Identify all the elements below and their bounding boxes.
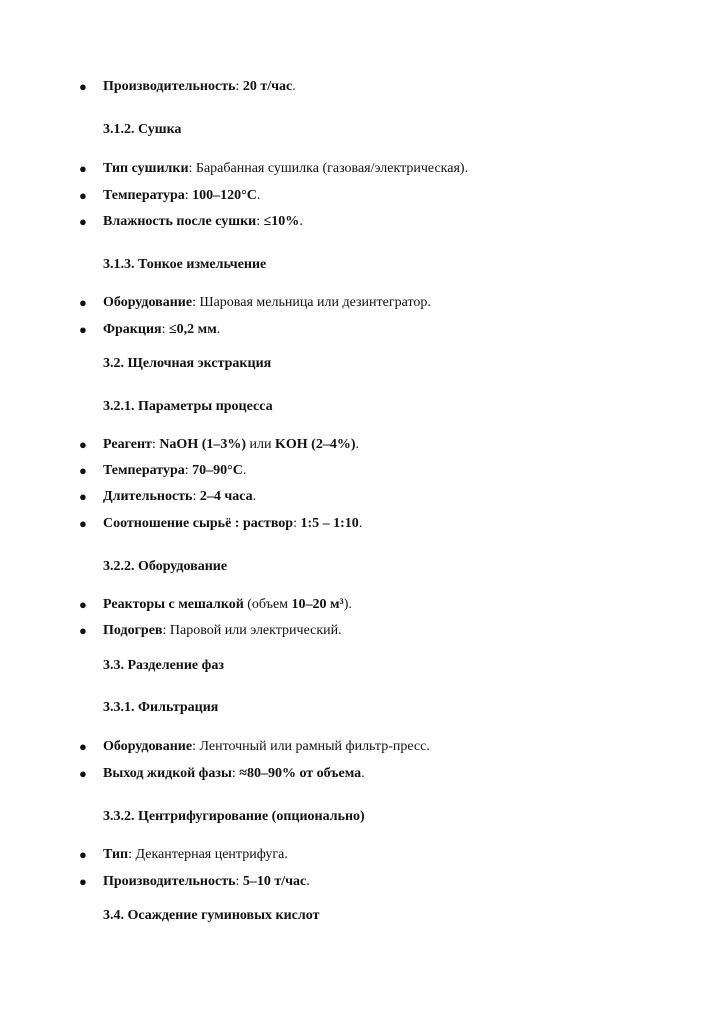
bullet-dot-icon: ● <box>79 597 87 612</box>
text-fragment: : <box>235 79 243 94</box>
bold-fragment: 2–4 часа <box>199 489 253 504</box>
bold-fragment: Влажность после сушки <box>103 214 257 229</box>
text-fragment: : Паровой или электрический. <box>162 623 342 638</box>
bullet-dot-icon: ● <box>79 463 87 478</box>
bold-fragment: Выход жидкой фазы <box>103 766 232 781</box>
section-heading-text: 3.2. Щелочная экстракция <box>103 356 272 371</box>
list-item-text <box>103 294 431 312</box>
list-item-text <box>103 765 365 783</box>
list-item-text <box>103 321 220 339</box>
bold-fragment: KOH (2–4%) <box>275 437 356 452</box>
list-item-text <box>103 213 303 231</box>
bold-fragment: Температура <box>103 188 185 203</box>
bold-fragment: NaOH (1–3%) <box>159 437 247 452</box>
text-fragment: : <box>184 188 193 203</box>
text-fragment: : <box>161 322 169 337</box>
bold-fragment: Оборудование <box>103 739 193 754</box>
text-fragment: : <box>184 463 193 478</box>
list-item-text <box>103 462 246 480</box>
bold-fragment: Производительность <box>103 874 236 889</box>
section-heading-text: 3.3.1. Фильтрация <box>103 700 219 715</box>
text-fragment: . <box>355 437 360 452</box>
bullet-dot-icon: ● <box>79 214 87 229</box>
list-item-text <box>103 622 342 640</box>
bold-fragment: ≈80–90% от объема <box>239 766 362 781</box>
text-fragment: : <box>231 766 240 781</box>
bullet-dot-icon: ● <box>79 295 87 310</box>
bold-fragment: 10–20 м³ <box>291 597 344 612</box>
text-fragment: ). <box>343 597 352 612</box>
text-fragment: : <box>293 516 301 531</box>
bold-fragment: Реагент <box>103 437 152 452</box>
list-item-text <box>103 596 352 614</box>
list-item-text <box>103 436 359 454</box>
bold-fragment: ≤0,2 мм <box>168 322 217 337</box>
bold-fragment: 5–10 т/час <box>242 874 307 889</box>
section-heading-text: 3.1.3. Тонкое измельчение <box>103 257 267 272</box>
section-heading-text: 3.2.1. Параметры процесса <box>103 399 273 414</box>
text-fragment: . <box>292 79 296 94</box>
bold-fragment: Соотношение сырьё : раствор <box>103 516 294 531</box>
text-fragment: . <box>306 874 310 889</box>
text-fragment: . <box>361 766 365 781</box>
text-fragment: . <box>256 188 261 203</box>
text-fragment: : <box>256 214 264 229</box>
text-fragment: : <box>235 874 243 889</box>
text-fragment: . <box>358 516 363 531</box>
bullet-dot-icon: ● <box>79 188 87 203</box>
bold-fragment: Температура <box>103 463 185 478</box>
bold-fragment: Оборудование <box>103 295 193 310</box>
bold-fragment: Подогрев <box>103 623 163 638</box>
text-fragment: : <box>192 489 200 504</box>
bullet-dot-icon: ● <box>79 489 87 504</box>
section-heading-text: 3.4. Осаждение гуминовых кислот <box>103 908 320 923</box>
section-heading-text: 3.3. Разделение фаз <box>103 658 224 673</box>
text-fragment: : <box>151 437 160 452</box>
bold-fragment: Фракция <box>103 322 162 337</box>
bold-fragment: 70–90°C <box>192 463 243 478</box>
bold-fragment: 100–120°C <box>192 188 257 203</box>
text-fragment: . <box>242 463 247 478</box>
list-item-text <box>103 78 296 96</box>
text-fragment: или <box>246 437 276 452</box>
bullet-dot-icon: ● <box>79 623 87 638</box>
list-item-text <box>103 515 362 533</box>
bullet-dot-icon: ● <box>79 766 87 781</box>
list-item-text <box>103 160 468 178</box>
list-item-text <box>103 738 430 756</box>
text-fragment: . <box>216 322 221 337</box>
text-fragment: . <box>252 489 257 504</box>
bold-fragment: Тип сушилки <box>103 161 189 176</box>
list-item-text <box>103 873 310 891</box>
bullet-dot-icon: ● <box>79 516 87 531</box>
text-fragment: : Барабанная сушилка (газовая/электрическая). <box>188 161 469 176</box>
list-item-text <box>103 488 256 506</box>
text-fragment: (объем <box>243 597 292 612</box>
bold-fragment: Производительность <box>103 79 236 94</box>
bold-fragment: 20 т/час <box>242 79 293 94</box>
text-fragment: . <box>299 214 303 229</box>
bullet-dot-icon: ● <box>79 79 87 94</box>
bullet-dot-icon: ● <box>79 322 87 337</box>
bullet-dot-icon: ● <box>79 874 87 889</box>
text-fragment: : Ленточный или рамный фильтр-пресс. <box>192 739 430 754</box>
section-heading-text: 3.1.2. Сушка <box>103 122 182 137</box>
bullet-dot-icon: ● <box>79 161 87 176</box>
bullet-dot-icon: ● <box>79 739 87 754</box>
text-fragment: : Декантерная центрифуга. <box>128 847 288 862</box>
bullet-dot-icon: ● <box>79 847 87 862</box>
bold-fragment: Тип <box>103 847 129 862</box>
bold-fragment: 1:5 – 1:10 <box>300 516 359 531</box>
text-fragment: : Шаровая мельница или дезинтегратор. <box>192 295 431 310</box>
bullet-dot-icon: ● <box>79 437 87 452</box>
list-item-text <box>103 187 260 205</box>
bold-fragment: ≤10% <box>263 214 300 229</box>
bold-fragment: Длительность <box>103 489 193 504</box>
list-item-text <box>103 846 288 864</box>
section-heading-text: 3.2.2. Оборудование <box>103 559 228 574</box>
bold-fragment: Реакторы с мешалкой <box>103 597 244 612</box>
section-heading-text: 3.3.2. Центрифугирование (опционально) <box>103 809 365 824</box>
